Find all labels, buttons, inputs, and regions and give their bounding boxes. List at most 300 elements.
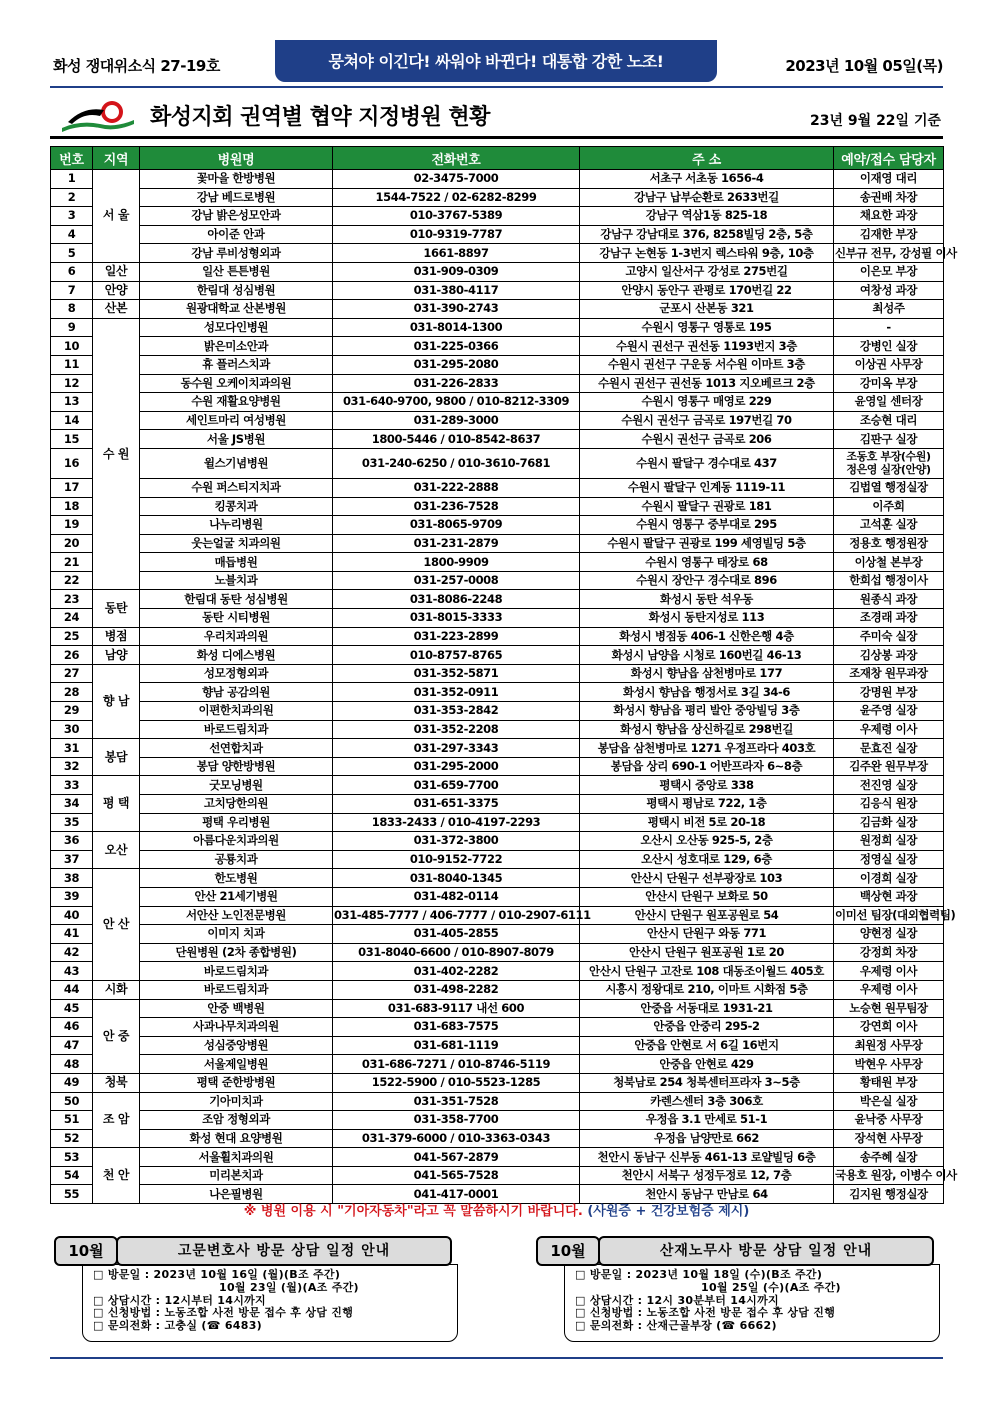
phone-number: 031-223-2899 [333, 627, 580, 646]
row-number: 51 [51, 1111, 93, 1130]
hospital-name: 한림대 동탄 성심병원 [140, 590, 333, 609]
phone-number: 031-8040-1345 [333, 869, 580, 888]
contact-person: 원정희 실장 [834, 832, 944, 851]
row-number: 48 [51, 1055, 93, 1074]
table-row [51, 1055, 944, 1074]
phone-number: 031-8040-6600 / 010-8907-8079 [333, 943, 580, 962]
phone-number: 031-295-2000 [333, 757, 580, 776]
row-number: 53 [51, 1148, 93, 1167]
phone-number: 1544-7522 / 02-6282-8299 [333, 188, 580, 207]
page-title: 화성지회 권역별 협약 지정병원 현황 [150, 105, 490, 130]
row-number: 52 [51, 1129, 93, 1148]
row-number: 17 [51, 478, 93, 497]
table-row [51, 1018, 944, 1037]
col-header-region: 지역 [93, 147, 140, 170]
hospital-name: 윌스기념병원 [140, 448, 333, 478]
hospital-name: 안중 백병원 [140, 999, 333, 1018]
table-row [51, 906, 944, 925]
address: 화성시 향남읍 삼천병마로 177 [580, 664, 834, 683]
contact-person: 김재한 부장 [834, 225, 944, 244]
labor-visit-date: □ 방문일 : 2023년 10월 18일 (수)(B조 주간) [575, 1268, 823, 1281]
contact-person: 송주혜 실장 [834, 1148, 944, 1167]
phone-number: 031-485-7777 / 406-7777 / 010-2907-6111 [333, 906, 580, 925]
lawyer-visit-date-2: 10월 23일 (월)(A조 주간) [219, 1280, 359, 1294]
address: 수원시 권선구 권선동 1193번지 3층 [580, 337, 834, 356]
row-number: 15 [51, 430, 93, 449]
hospital-name: 나누리병원 [140, 516, 333, 535]
row-number: 27 [51, 664, 93, 683]
row-number: 20 [51, 534, 93, 553]
row-number: 2 [51, 188, 93, 207]
contact-person: 전진영 실장 [834, 776, 944, 795]
phone-number: 041-567-2879 [333, 1148, 580, 1167]
row-number: 6 [51, 262, 93, 281]
footer-divider [50, 1357, 943, 1359]
row-number: 24 [51, 609, 93, 628]
contact-person: 조경래 과장 [834, 609, 944, 628]
phone-number: 031-909-0309 [333, 262, 580, 281]
phone-number: 010-9152-7722 [333, 850, 580, 869]
usage-notice [50, 1200, 943, 1219]
row-number: 49 [51, 1073, 93, 1092]
contact-person: 강미옥 부장 [834, 374, 944, 393]
address: 평택시 평남로 722, 1층 [580, 795, 834, 814]
table-row [51, 374, 944, 393]
col-header-phone: 전화번호 [333, 147, 580, 170]
table-row [51, 962, 944, 981]
contact-person: 박은실 실장 [834, 1092, 944, 1111]
address: 수원시 권선구 금곡로 197번길 70 [580, 411, 834, 430]
table-row [51, 757, 944, 776]
lawyer-time: □ 상담시간 : 12시부터 14시까지 [93, 1293, 266, 1307]
row-number: 4 [51, 225, 93, 244]
hospital-name: 성모정형외과 [140, 664, 333, 683]
address: 수원시 영통구 매영로 229 [580, 393, 834, 412]
contact-person: 우제령 이사 [834, 980, 944, 999]
hospital-name: 고치당한의원 [140, 795, 333, 814]
table-row [51, 553, 944, 572]
row-number: 36 [51, 832, 93, 851]
phone-number: 031-240-6250 / 010-3610-7681 [333, 448, 580, 478]
phone-number: 031-8014-1300 [333, 318, 580, 337]
hospital-name: 화성 디에스병원 [140, 646, 333, 665]
address: 평택시 중앙로 338 [580, 776, 834, 795]
hospital-name: 원광대학교 산본병원 [140, 300, 333, 319]
row-number: 50 [51, 1092, 93, 1111]
region-cell: 안양 [93, 281, 140, 300]
row-number: 28 [51, 683, 93, 702]
page-header [50, 40, 943, 84]
hospital-name: 선연합치과 [140, 739, 333, 758]
contact-line: 조동호 부장(수원) [846, 450, 931, 464]
row-number: 13 [51, 393, 93, 412]
hospital-name: 꽃마을 한방병원 [140, 170, 333, 189]
phone-number: 031-289-3000 [333, 411, 580, 430]
labor-time: □ 상담시간 : 12시 30분부터 14시까지 [575, 1293, 779, 1307]
phone-number: 041-565-7528 [333, 1166, 580, 1185]
table-row [51, 337, 944, 356]
table-row [51, 925, 944, 944]
phone-number: 031-640-9700, 9800 / 010-8212-3309 [333, 393, 580, 412]
issue-date: 2023년 10월 05일(목) [785, 57, 943, 75]
phone-number: 010-9319-7787 [333, 225, 580, 244]
contact-person: 문효진 실장 [834, 739, 944, 758]
phone-number: 031-402-2282 [333, 962, 580, 981]
phone-number: 031-231-2879 [333, 534, 580, 553]
contact-person: 신부규 전무, 강성필 이사 [834, 244, 944, 263]
table-row [51, 683, 944, 702]
address: 군포시 산본동 321 [580, 300, 834, 319]
table-row [51, 1092, 944, 1111]
contact-person: 고석훈 실장 [834, 516, 944, 535]
address: 수원시 권선구 권선동 1013 지오베르크 2층 [580, 374, 834, 393]
title-divider [50, 136, 943, 139]
table-row [51, 1073, 944, 1092]
contact-person: 김법열 행정실장 [834, 478, 944, 497]
contact-person: 우제령 이사 [834, 962, 944, 981]
phone-number: 031-352-2208 [333, 720, 580, 739]
hospital-name: 화성 현대 요양병원 [140, 1129, 333, 1148]
hospital-name: 평택 우리병원 [140, 813, 333, 832]
hospital-name: 강남 밝은성모안과 [140, 207, 333, 226]
contact-person: 이경희 실장 [834, 869, 944, 888]
contact-person: 김주완 원무부장 [834, 757, 944, 776]
hospital-name: 향남 공감의원 [140, 683, 333, 702]
contact-person: 윤주영 실장 [834, 702, 944, 721]
row-number: 40 [51, 906, 93, 925]
region-cell: 수 원 [93, 318, 140, 590]
hospital-name: 수원 재활요양병원 [140, 393, 333, 412]
table-row [51, 1148, 944, 1167]
table-row [51, 207, 944, 226]
contact-person: 이재영 대리 [834, 170, 944, 189]
lawyer-month-tab: 10월 [54, 1236, 118, 1266]
hospital-name: 미리본치과 [140, 1166, 333, 1185]
union-logo-icon [60, 98, 136, 132]
address: 안산시 단원구 고잔로 108 대동조이월드 405호 [580, 962, 834, 981]
address: 수원시 권선구 금곡로 206 [580, 430, 834, 449]
phone-number: 031-226-2833 [333, 374, 580, 393]
header-divider [50, 86, 943, 88]
phone-number: 031-353-2842 [333, 702, 580, 721]
contact-person: 정용호 행정원장 [834, 534, 944, 553]
table-row [51, 795, 944, 814]
hospital-name: 성심중앙병원 [140, 1036, 333, 1055]
title-row [50, 96, 943, 140]
hospital-name: 안산 21세기병원 [140, 887, 333, 906]
labor-visit-date-2: 10월 25일 (수)(A조 주간) [701, 1280, 841, 1294]
phone-number: 041-417-0001 [333, 1185, 580, 1204]
address: 화성시 향남읍 상신하길로 298번길 [580, 720, 834, 739]
phone-number: 031-8015-3333 [333, 609, 580, 628]
phone-number: 031-297-3343 [333, 739, 580, 758]
address: 오산시 성호대로 129, 6층 [580, 850, 834, 869]
hospital-name: 동탄 시티병원 [140, 609, 333, 628]
region-cell: 천 안 [93, 1148, 140, 1204]
row-number: 47 [51, 1036, 93, 1055]
address: 고양시 일산서구 강성로 275번길 [580, 262, 834, 281]
address: 화성시 동탄지성로 113 [580, 609, 834, 628]
table-row [51, 1111, 944, 1130]
row-number: 30 [51, 720, 93, 739]
address: 수원시 영통구 중부대로 295 [580, 516, 834, 535]
address: 안산시 단원구 원포공원로 54 [580, 906, 834, 925]
contact-person: 최성주 [834, 300, 944, 319]
row-number: 12 [51, 374, 93, 393]
hospital-name: 휴 플러스치과 [140, 355, 333, 374]
row-number: 25 [51, 627, 93, 646]
row-number: 38 [51, 869, 93, 888]
newsletter-issue: 화성 쟁대위소식 27-19호 [53, 57, 220, 75]
region-cell: 안 중 [93, 999, 140, 1073]
address: 평택시 비전 5로 20-18 [580, 813, 834, 832]
table-row [51, 411, 944, 430]
hospital-name: 킹콩치과 [140, 497, 333, 516]
table-row [51, 318, 944, 337]
contact-person: 주미숙 실장 [834, 627, 944, 646]
lawyer-box-body [82, 1264, 458, 1342]
contact-person: 이미선 팀장(대외협력팀) [834, 906, 944, 925]
hospital-name: 강남 루비성형외과 [140, 244, 333, 263]
phone-number: 1661-8897 [333, 244, 580, 263]
contact-line: 정은영 실장(안양) [846, 463, 931, 477]
hospital-name: 동수원 오케이치과의원 [140, 374, 333, 393]
row-number: 5 [51, 244, 93, 263]
contact-person: 조재창 원무과장 [834, 664, 944, 683]
address: 화성시 병점동 406-1 신한은행 4층 [580, 627, 834, 646]
table-row [51, 702, 944, 721]
contact-person: 강연희 이사 [834, 1018, 944, 1037]
contact-person: 김지원 행정실장 [834, 1185, 944, 1204]
contact-person: - [834, 318, 944, 337]
phone-number: 031-380-4117 [333, 281, 580, 300]
hospital-name: 이미지 치과 [140, 925, 333, 944]
table-row [51, 720, 944, 739]
table-row [51, 980, 944, 999]
row-number: 11 [51, 355, 93, 374]
phone-number: 031-482-0114 [333, 887, 580, 906]
hospital-name: 평택 준한방병원 [140, 1073, 333, 1092]
hospital-name: 웃는얼굴 치과의원 [140, 534, 333, 553]
address: 봉담읍 삼천병마로 1271 우정프라다 403호 [580, 739, 834, 758]
phone-number: 031-390-2743 [333, 300, 580, 319]
row-number: 29 [51, 702, 93, 721]
col-header-hospital: 병원명 [140, 147, 333, 170]
table-row [51, 188, 944, 207]
table-row [51, 262, 944, 281]
table-row [51, 664, 944, 683]
table-row [51, 887, 944, 906]
address: 수원시 팔달구 인계동 1119-11 [580, 478, 834, 497]
address: 화성시 남양읍 시청로 160번길 46-13 [580, 646, 834, 665]
contact-person: 백상현 과장 [834, 887, 944, 906]
region-cell: 남양 [93, 646, 140, 665]
hospital-name: 한림대 성심병원 [140, 281, 333, 300]
table-row [51, 281, 944, 300]
table-row [51, 850, 944, 869]
col-header-address: 주 소 [580, 147, 834, 170]
row-number: 34 [51, 795, 93, 814]
phone-number: 031-222-2888 [333, 478, 580, 497]
address: 강남구 강남대로 376, 8258빌딩 2층, 5층 [580, 225, 834, 244]
hospital-name: 사과나무치과의원 [140, 1018, 333, 1037]
row-number: 41 [51, 925, 93, 944]
row-number: 3 [51, 207, 93, 226]
region-cell: 동탄 [93, 590, 140, 627]
phone-number: 031-352-0911 [333, 683, 580, 702]
address: 강남구 논현동 1-3번지 렉스타워 9층, 10층 [580, 244, 834, 263]
phone-number: 031-257-0008 [333, 571, 580, 590]
phone-number: 031-295-2080 [333, 355, 580, 374]
contact-person [834, 448, 944, 478]
reference-date: 23년 9월 22일 기준 [810, 113, 941, 129]
address: 오산시 오산동 925-5, 2층 [580, 832, 834, 851]
address: 천안시 서북구 성정두정로 12, 7층 [580, 1166, 834, 1185]
contact-person: 김상봉 과장 [834, 646, 944, 665]
table-row [51, 646, 944, 665]
row-number: 21 [51, 553, 93, 572]
region-cell: 서 울 [93, 170, 140, 263]
contact-person: 양현정 실장 [834, 925, 944, 944]
table-row [51, 571, 944, 590]
hospital-name: 세인트마리 여성병원 [140, 411, 333, 430]
address: 시흥시 정왕대로 210, 이마트 시화점 5층 [580, 980, 834, 999]
notice-docs: (사원증 + 건강보험증 제시) [587, 1204, 750, 1219]
table-row [51, 609, 944, 628]
row-number: 18 [51, 497, 93, 516]
contact-person: 한희섭 행정이사 [834, 571, 944, 590]
row-number: 37 [51, 850, 93, 869]
row-number: 32 [51, 757, 93, 776]
address: 안중읍 안현로 429 [580, 1055, 834, 1074]
address: 수원시 권선구 구운동 서수원 이마트 3층 [580, 355, 834, 374]
contact-person: 김응식 원장 [834, 795, 944, 814]
row-number: 1 [51, 170, 93, 189]
address: 안양시 동안구 관평로 170번길 22 [580, 281, 834, 300]
hospital-name: 수원 퍼스티지치과 [140, 478, 333, 497]
hospital-name: 아름다운치과의원 [140, 832, 333, 851]
address: 안중읍 서동대로 1931-21 [580, 999, 834, 1018]
col-header-contact: 예약/접수 담당자 [834, 147, 944, 170]
hospital-name: 봉담 양한방병원 [140, 757, 333, 776]
contact-person: 강명원 부장 [834, 683, 944, 702]
region-cell: 안 산 [93, 869, 140, 981]
hospital-name: 서안산 노인전문병원 [140, 906, 333, 925]
phone-number: 031-351-7528 [333, 1092, 580, 1111]
table-row [51, 739, 944, 758]
phone-number: 1800-9909 [333, 553, 580, 572]
address: 서초구 서초동 1656-4 [580, 170, 834, 189]
row-number: 19 [51, 516, 93, 535]
contact-person: 김금화 실장 [834, 813, 944, 832]
contact-person: 장석현 사무장 [834, 1129, 944, 1148]
hospital-name: 단원병원 (2차 종합병원) [140, 943, 333, 962]
table-row [51, 869, 944, 888]
row-number: 54 [51, 1166, 93, 1185]
address: 청북남로 254 청북센터프라자 3~5층 [580, 1073, 834, 1092]
hospital-name: 서울휠치과의원 [140, 1148, 333, 1167]
region-cell: 일산 [93, 262, 140, 281]
contact-person: 강정희 차장 [834, 943, 944, 962]
region-cell: 조 암 [93, 1092, 140, 1148]
slogan-banner: 뭉쳐야 이긴다! 싸워야 바뀐다! 대통합 강한 노조! [275, 40, 717, 82]
address: 화성시 향남읍 평리 발안 중앙빌딩 3층 [580, 702, 834, 721]
contact-person: 여창성 과장 [834, 281, 944, 300]
address: 강남구 납부순환로 2633번길 [580, 188, 834, 207]
table-row [51, 244, 944, 263]
address: 천안시 동남구 신부동 461-13 로얄빌딩 6층 [580, 1148, 834, 1167]
address: 안산시 단원구 와동 771 [580, 925, 834, 944]
notice-main: ※ 병원 이용 시 "기아자동차"라고 꼭 말씀하시기 바랍니다. [243, 1204, 583, 1219]
table-row [51, 300, 944, 319]
table-row [51, 627, 944, 646]
contact-person: 윤낙중 사무장 [834, 1111, 944, 1130]
address: 우정읍 3.1 만세로 51-1 [580, 1111, 834, 1130]
address: 우정읍 남양만로 662 [580, 1129, 834, 1148]
hospital-name: 아이준 안과 [140, 225, 333, 244]
row-number: 31 [51, 739, 93, 758]
row-number: 8 [51, 300, 93, 319]
contact-person: 우제령 이사 [834, 720, 944, 739]
address: 안산시 단원구 선부광장로 103 [580, 869, 834, 888]
row-number: 26 [51, 646, 93, 665]
table-row [51, 590, 944, 609]
hospital-name: 우리치과의원 [140, 627, 333, 646]
address: 수원시 영통구 태장로 68 [580, 553, 834, 572]
table-row [51, 497, 944, 516]
region-cell: 청북 [93, 1073, 140, 1092]
phone-number: 031-379-6000 / 010-3363-0343 [333, 1129, 580, 1148]
address: 안산시 단원구 보화로 50 [580, 887, 834, 906]
address: 수원시 장안구 경수대로 896 [580, 571, 834, 590]
row-number: 39 [51, 887, 93, 906]
hospital-name: 한도병원 [140, 869, 333, 888]
hospital-name: 바로드림치과 [140, 980, 333, 999]
row-number: 9 [51, 318, 93, 337]
hospital-name: 이편한치과의원 [140, 702, 333, 721]
contact-person: 황태원 부장 [834, 1073, 944, 1092]
table-row [51, 943, 944, 962]
row-number: 43 [51, 962, 93, 981]
table-header-row [51, 147, 944, 170]
phone-number: 031-405-2855 [333, 925, 580, 944]
table-row [51, 170, 944, 189]
row-number: 22 [51, 571, 93, 590]
hospital-name: 나은필병원 [140, 1185, 333, 1204]
region-cell: 오산 [93, 832, 140, 869]
contact-person: 채요한 과장 [834, 207, 944, 226]
hospital-name: 밝은미소안과 [140, 337, 333, 356]
row-number: 33 [51, 776, 93, 795]
labor-month-tab: 10월 [536, 1236, 600, 1266]
address: 수원시 팔달구 권광로 181 [580, 497, 834, 516]
phone-number: 031-352-5871 [333, 664, 580, 683]
address: 화성시 동탄 석우동 [580, 590, 834, 609]
contact-person: 국용호 원장, 이병수 이사 [834, 1166, 944, 1185]
phone-number: 031-681-1119 [333, 1036, 580, 1055]
lawyer-visit-date: □ 방문일 : 2023년 10월 16일 (월)(B조 주간) [93, 1268, 341, 1281]
hospital-name: 서울제일병원 [140, 1055, 333, 1074]
row-number: 44 [51, 980, 93, 999]
table-row [51, 832, 944, 851]
table-row [51, 999, 944, 1018]
phone-number: 1800-5446 / 010-8542-8637 [333, 430, 580, 449]
row-number: 35 [51, 813, 93, 832]
phone-number: 031-236-7528 [333, 497, 580, 516]
contact-person: 이은모 부장 [834, 262, 944, 281]
labor-consult-box [536, 1236, 938, 1344]
table-row [51, 1129, 944, 1148]
